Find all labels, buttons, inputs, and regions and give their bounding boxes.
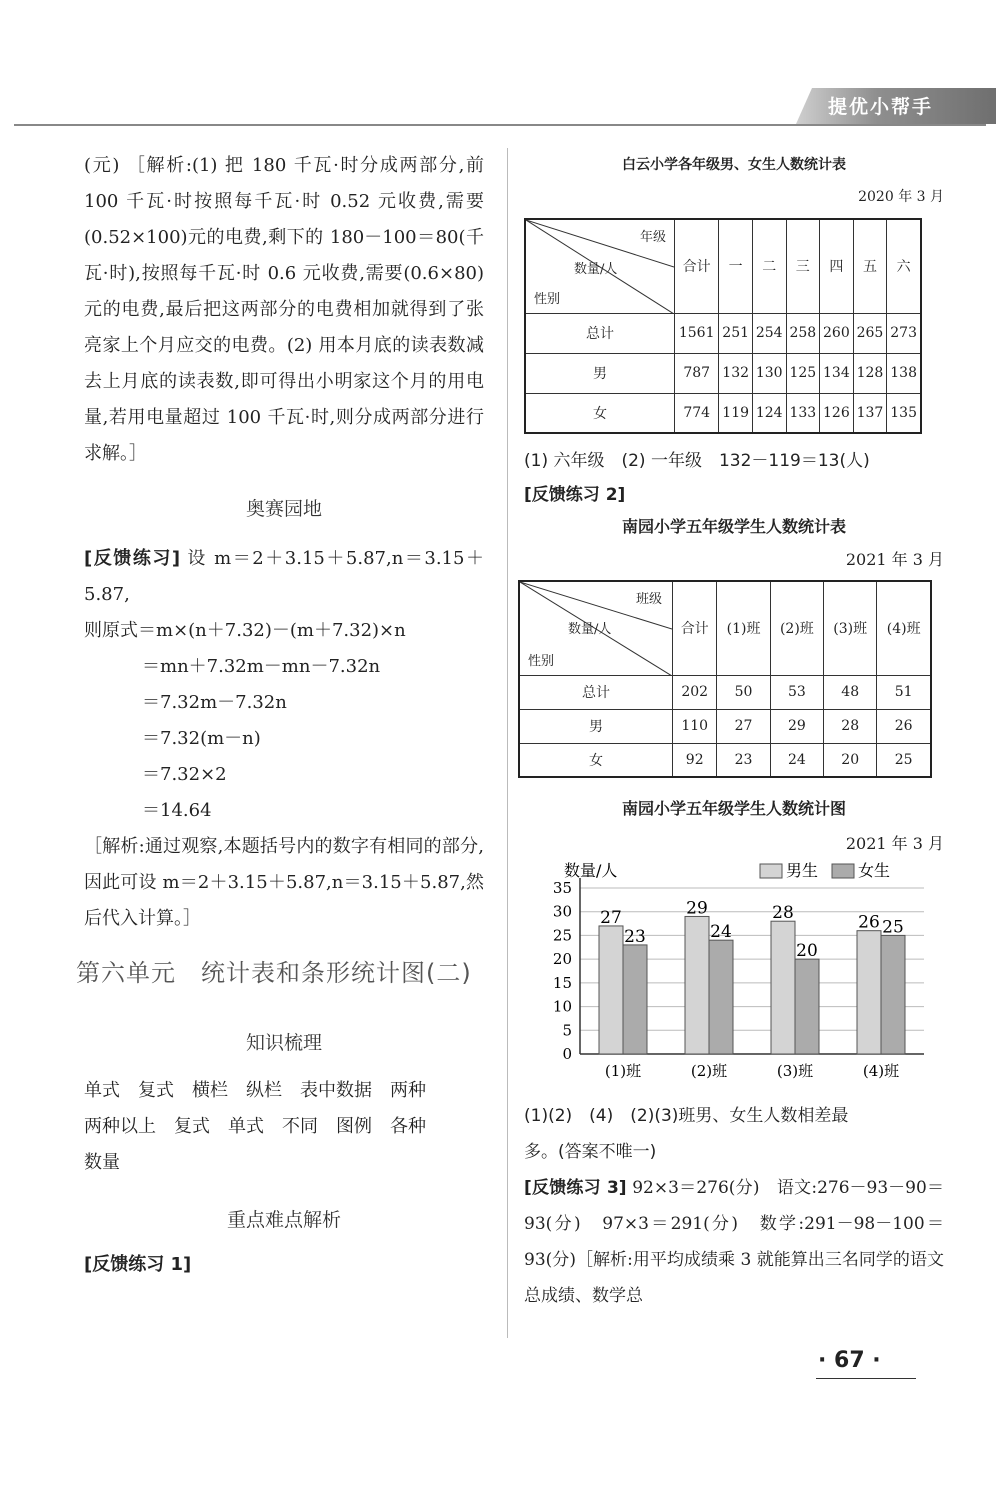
table2-row-label: 总计: [519, 675, 673, 709]
table1-cell: 774: [675, 393, 719, 433]
bar-value-label: 29: [686, 898, 708, 919]
bar: [599, 926, 623, 1054]
bar-chart: [524, 858, 944, 1088]
table2-corner-top: 班级: [635, 592, 662, 607]
page-number: · 67 ·: [818, 1348, 881, 1373]
table1-cell: 251: [719, 313, 753, 353]
feedback3-label: [反馈练习 3]: [524, 1178, 627, 1198]
y-axis-label: 数量/人: [564, 861, 618, 880]
table2-cell: 51: [877, 675, 931, 709]
bar-value-label: 25: [882, 917, 904, 938]
table2-cell: 110: [673, 709, 717, 743]
bar: [623, 945, 647, 1054]
table1-header: 二: [752, 219, 786, 313]
equation-line: 则原式＝m×(n＋7.32)－(m＋7.32)×n: [84, 620, 406, 641]
y-tick-label: 35: [552, 879, 572, 897]
table2-row: [519, 743, 931, 777]
answer2-line: 多。(答案不唯一): [524, 1142, 657, 1162]
page-number-rule: [816, 1378, 916, 1379]
x-tick-label: (2)班: [690, 1062, 728, 1080]
table1-row-label: 总计: [525, 313, 675, 353]
table1-cell: 138: [887, 353, 921, 393]
equation-line: ＝mn＋7.32m－mn－7.32n: [142, 656, 381, 677]
header-tab-label: 提优小帮手: [828, 96, 934, 118]
bar-value-label: 28: [772, 903, 794, 924]
table1-header: 三: [786, 219, 820, 313]
table2-header: (3)班: [824, 581, 877, 675]
table2-title: 南园小学五年级学生人数统计表: [621, 517, 846, 536]
table1-corner-bottom: 性别: [534, 291, 561, 307]
knowledge-line: 数量: [84, 1152, 120, 1173]
feedback3: [524, 1170, 944, 1314]
table1-row: [525, 353, 921, 393]
key-points-title: 重点难点解析: [226, 1209, 341, 1231]
table1-cell: 130: [752, 353, 786, 393]
table2-cell: 23: [717, 743, 770, 777]
feedback1-label: [反馈练习 1]: [84, 1254, 192, 1275]
table1-cell: 273: [887, 313, 921, 353]
feedback-practice: [84, 541, 484, 613]
answer2-line: (1)(2) (4) (2)(3)班男、女生人数相差最: [524, 1106, 849, 1126]
table1-row-label: 女: [525, 393, 675, 433]
table2-cell: 28: [824, 709, 877, 743]
table1-cell: 125: [786, 353, 820, 393]
bar-value-label: 20: [796, 941, 818, 962]
column-divider: [507, 148, 508, 1338]
bar-value-label: 24: [710, 922, 732, 943]
table1-header: 合计: [675, 219, 719, 313]
bar: [857, 931, 881, 1054]
bar: [685, 916, 709, 1054]
table2-row: [519, 675, 931, 709]
legend-swatch: [832, 864, 854, 878]
table2-cell: 50: [717, 675, 770, 709]
table1-cell: 132: [719, 353, 753, 393]
bar-value-label: 26: [858, 912, 880, 933]
y-tick-label: 30: [552, 902, 572, 921]
analysis-note: ［解析:通过观察,本题括号内的数字有相同的部分,因此可设 m＝2＋3.15＋5.87,n＝3.15＋5.87,然后代入计算。］: [84, 836, 484, 929]
table2: [518, 580, 932, 778]
table2-row-label: 女: [519, 743, 673, 777]
table1-date: 2020 年 3 月: [858, 189, 944, 205]
knowledge-list: [84, 1073, 484, 1181]
feedback3-text: 92×3＝276(分) 语文:276－93－90＝93(分) 97×3＝291(分) 数学:291－98－100＝93(分)［解析:用平均成绩乘 3 就能算出三名同学的语文总成绩、数学总: [524, 1178, 944, 1306]
table2-cell: 25: [877, 743, 931, 777]
header-rule: [14, 124, 986, 126]
table2-header: (1)班: [717, 581, 770, 675]
bar-value-label: 27: [600, 907, 622, 928]
unit-title: 第六单元 统计表和条形统计图(二): [76, 959, 472, 987]
table2-cell: 24: [770, 743, 823, 777]
table2-corner-mid: 数量/人: [568, 622, 612, 637]
bar: [795, 959, 819, 1054]
x-tick-label: (1)班: [604, 1062, 642, 1080]
table1-cell: 119: [719, 393, 753, 433]
table1-corner-top: 年级: [639, 230, 666, 245]
table1-cell: 137: [853, 393, 887, 433]
table2-cell: 48: [824, 675, 877, 709]
knowledge-title: 知识梳理: [245, 1032, 322, 1054]
table2-cell: 26: [877, 709, 931, 743]
chart-date: 2021 年 3 月: [845, 834, 944, 853]
table2-cell: 20: [824, 743, 877, 777]
x-tick-label: (3)班: [776, 1062, 814, 1080]
feedback2-label: [反馈练习 2]: [524, 485, 626, 505]
table1-cell: 133: [786, 393, 820, 433]
table2-row-label: 男: [519, 709, 673, 743]
table1-cell: 1561: [675, 313, 719, 353]
table1-cell: 134: [820, 353, 854, 393]
table1-row-label: 男: [525, 353, 675, 393]
table2-header: (4)班: [877, 581, 931, 675]
table2-corner-bottom: 性别: [528, 653, 555, 669]
table1-header: 六: [887, 219, 921, 313]
right-column: [524, 148, 944, 1314]
table1-title: 白云小学各年级男、女生人数统计表: [622, 157, 846, 173]
table2-cell: 92: [673, 743, 717, 777]
equation-block: [84, 613, 484, 829]
olympiad-title: 奥赛园地: [245, 498, 322, 520]
table1-cell: 787: [675, 353, 719, 393]
table1-header: 一: [719, 219, 753, 313]
bar: [709, 940, 733, 1054]
table1-header: 四: [820, 219, 854, 313]
feedback-text: 设 m＝2＋3.15＋5.87,n＝3.15＋5.87,: [84, 548, 484, 605]
bar-value-label: 23: [624, 926, 646, 947]
y-tick-label: 10: [552, 997, 572, 1016]
table1-cell: 135: [887, 393, 921, 433]
knowledge-line: 两种以上 复式 单式 不同 图例 各种: [84, 1116, 426, 1137]
knowledge-line: 单式 复式 横栏 纵栏 表中数据 两种: [84, 1080, 426, 1101]
table2-date: 2021 年 3 月: [845, 550, 944, 569]
bar: [771, 921, 795, 1054]
table1: [524, 218, 922, 434]
legend-swatch: [760, 864, 782, 878]
table1-cell: 124: [752, 393, 786, 433]
answer2: [524, 1098, 944, 1170]
feedback-label: [反馈练习]: [84, 548, 181, 569]
chart-title: 南园小学五年级学生人数统计图: [621, 799, 846, 818]
table2-row: [519, 709, 931, 743]
equation-line: ＝7.32(m－n): [142, 728, 261, 749]
x-tick-label: (4)班: [862, 1062, 900, 1080]
bar: [881, 935, 905, 1054]
table2-cell: 29: [770, 709, 823, 743]
table1-cell: 128: [853, 353, 887, 393]
y-tick-label: 5: [562, 1021, 572, 1040]
table2-cell: 27: [717, 709, 770, 743]
table1-cell: 258: [786, 313, 820, 353]
equation-line: ＝7.32m－7.32n: [142, 692, 287, 713]
y-tick-label: 15: [552, 973, 572, 992]
table1-row: [525, 393, 921, 433]
table1-cell: 254: [752, 313, 786, 353]
equation-line: ＝14.64: [142, 800, 212, 821]
y-tick-label: 25: [552, 926, 572, 945]
table2-header: 合计: [673, 581, 717, 675]
legend-label: 女生: [858, 861, 891, 880]
equation-line: ＝7.32×2: [142, 764, 227, 785]
y-tick-label: 20: [552, 950, 572, 969]
table2-header: (2)班: [770, 581, 823, 675]
intro-analysis: (元) ［解析:(1) 把 180 千瓦·时分成两部分,前 100 千瓦·时按照每千瓦·时 0.52 元收费,需要(0.52×100)元的电费,剩下的 180－100＝80(千瓦·时),按照每千瓦·时 0.6 元收费,需要(0.6×80)元的电费,最后把这两部分的电费相加就得到了张亮家上个月应交的电费。(2) 用本月底的读表数减去上月底的读表数,即可得出小明家这个月的用电量,若用电量超过 100 千瓦·时,则分成两部分进行求解。］: [84, 155, 484, 464]
table1-row: [525, 313, 921, 353]
table2-cell: 53: [770, 675, 823, 709]
table1-cell: 260: [820, 313, 854, 353]
table1-corner-mid: 数量/人: [574, 262, 618, 277]
y-tick-label: 0: [562, 1045, 572, 1063]
table2-cell: 202: [673, 675, 717, 709]
table2-corner: [519, 581, 673, 675]
table1-corner: [525, 219, 675, 313]
answer1: (1) 六年级 (2) 一年级 132－119＝13(人): [524, 451, 870, 471]
table1-cell: 265: [853, 313, 887, 353]
legend-label: 男生: [786, 861, 819, 880]
table1-cell: 126: [820, 393, 854, 433]
table1-header: 五: [853, 219, 887, 313]
left-column: [76, 148, 484, 1276]
